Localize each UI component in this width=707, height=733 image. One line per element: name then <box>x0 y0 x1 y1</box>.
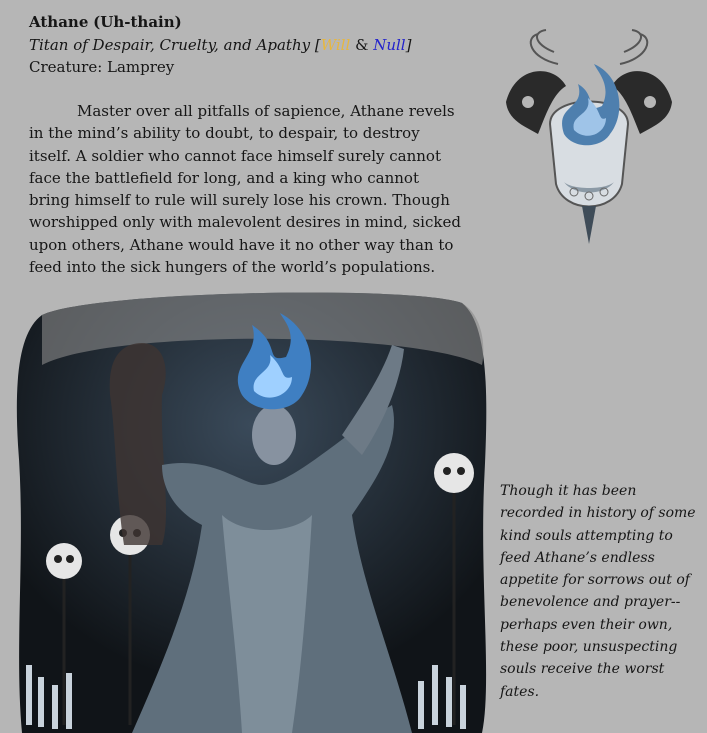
titan-emblem <box>494 24 684 246</box>
titan-artwork <box>12 285 492 733</box>
entry-subtitle: Titan of Despair, Cruelty, and Apathy [Will & Null] <box>29 35 412 54</box>
entry-title: Athane (Uh-thain) <box>29 13 182 31</box>
description-paragraph: Master over all pitfalls of sapience, Athane revels in the mind’s ability to doubt, to despair, to destroy itself. A soldier who cannot face himself surely cannot face the battlefield for long, and a king who cannot bring himself to rule will surely lose his crown. Though worshipped only with malevolent desires in mind, sicked upon others, Athane would have it no other way than to feed into the sick hungers of the world’s populations. <box>29 102 461 277</box>
will-tag: Will <box>320 35 351 54</box>
lore-caption: Though it has been recorded in history of some kind souls attempting to feed Athane’s endless appetite for sorrows out of benevolence and prayer-- perhaps even their own, these poor, unsuspecting souls receive the worst fates. <box>500 483 696 700</box>
tag-ampersand: & <box>355 35 369 54</box>
creature-line: Creature: Lamprey <box>29 58 175 76</box>
null-tag: Null <box>373 35 406 54</box>
subtitle-text: Titan of Despair, Cruelty, and Apathy <box>29 35 311 54</box>
entry-header <box>29 11 411 79</box>
titan-name: Athane <box>29 13 89 31</box>
pronunciation: Uh-thain <box>100 13 175 31</box>
